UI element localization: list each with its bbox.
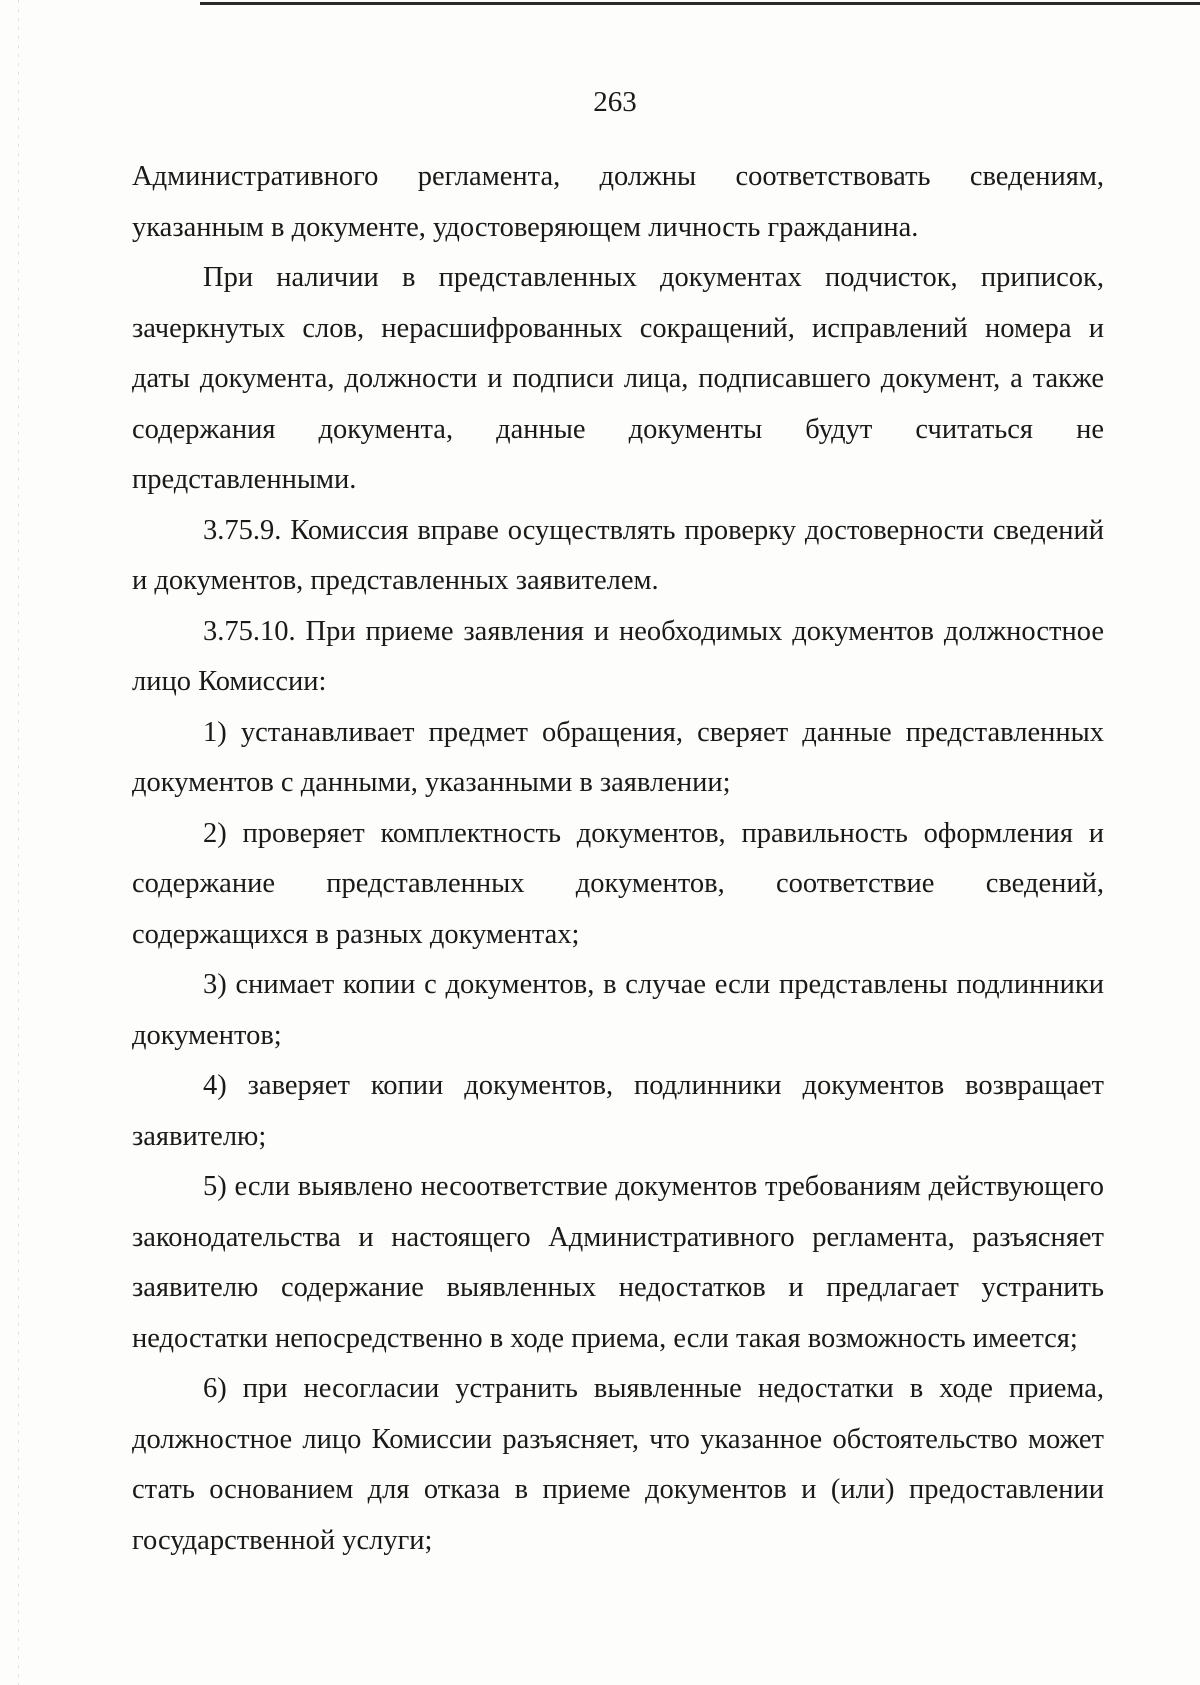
scan-top-edge	[200, 2, 1200, 5]
list-item-4: 4) заверяет копии документов, подлинники документов возвращает заявителю;	[132, 1070, 1104, 1152]
paragraph-continuation: Административного регламента, должны соответствовать сведениям, указанным в документе, удостоверяющем личность гражданина.	[132, 161, 1104, 243]
scan-left-edge	[18, 0, 19, 1685]
list-item-2: 2) проверяет комплектность документов, правильность оформления и содержание представленных документов, соответствие сведений, содержащихся в разных документах;	[132, 817, 1104, 950]
document-body	[132, 152, 1104, 1566]
list-item-1: 1) устанавливает предмет обращения, сверяет данные представленных документов с данными, указанными в заявлении;	[132, 716, 1104, 798]
page-number: 263	[593, 86, 637, 118]
list-item-5: 5) если выявлено несоответствие документов требованиям действующего законодательства и настоящего Административного регламента, разъясняет заявителю содержание выявленных недостатков и предлагает устранить недостатки непосредственно в ходе приема, если такая возможность имеется;	[132, 1171, 1104, 1354]
paragraph-3-75-10: 3.75.10. При приеме заявления и необходимых документов должностное лицо Комиссии:	[132, 615, 1104, 697]
paragraph-corrections: При наличии в представленных документах подчисток, приписок, зачеркнутых слов, нерасшифрованных сокращений, исправлений номера и даты документа, должности и подписи лица, подписавшего документ, а также содержания документа, данные документы будут считаться не представленными.	[132, 262, 1104, 495]
list-item-6: 6) при несогласии устранить выявленные недостатки в ходе приема, должностное лицо Комиссии разъясняет, что указанное обстоятельство может стать основанием для отказа в приеме документов и (или) предоставлении государственной услуги;	[132, 1373, 1104, 1556]
list-item-3: 3) снимает копии с документов, в случае если представлены подлинники документов;	[132, 969, 1104, 1051]
paragraph-3-75-9: 3.75.9. Комиссия вправе осуществлять проверку достоверности сведений и документов, представленных заявителем.	[132, 514, 1104, 596]
